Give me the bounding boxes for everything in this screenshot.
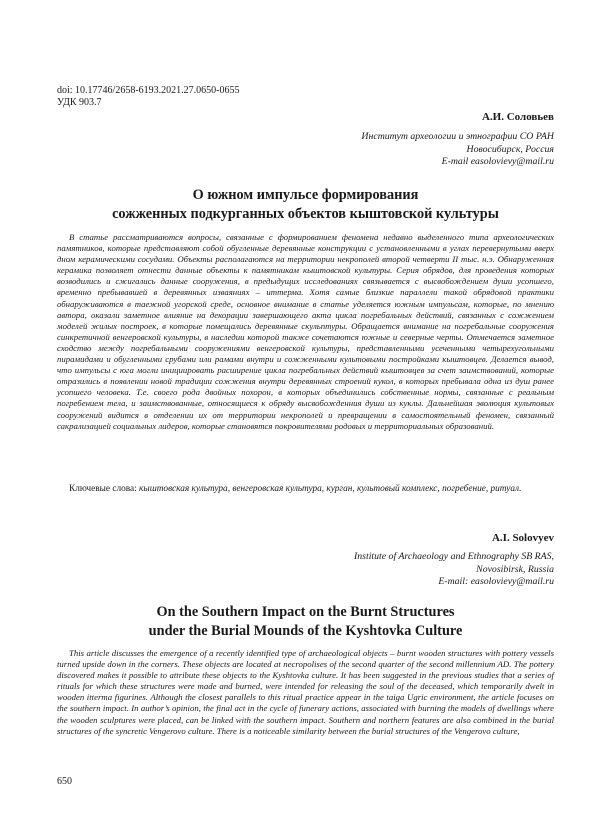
affiliation-ru-email: E-mail easolovievy@mail.ru <box>441 156 554 168</box>
title-ru-line1: О южном импульсе формирования <box>192 187 419 203</box>
doi: doi: 10.17746/2658-6193.2021.27.0650-0655 <box>57 85 240 96</box>
keywords-value: кыштовская культура, венгеровская культура, курган, культовый комплекс, погребение, ритуал. <box>139 484 522 494</box>
affiliation-ru-institute: Институт археологии и этнографии СО РАН <box>361 131 554 142</box>
affiliation-en-email: E-mail: easolovievy@mail.ru <box>438 576 554 588</box>
title-en-line2: under the Burial Mounds of the Kyshtovka Culture <box>148 623 463 639</box>
page-number: 650 <box>57 776 72 787</box>
affiliation-en-institute: Institute of Archaeology and Ethnography SB RAS, <box>354 551 554 562</box>
abstract-en: This article discusses the emergence of a recently identified type of archaeological objects – burnt wooden structures with pottery vessels turned upside down in the corners. These objects are located at necropolises of the second quarter of the second millennium AD. The pottery discovered makes it possible to attribute these objects to the Kyshtovka culture. It has been suggested in the previous studies that a series of rituals for which these structures were made and burned, were intended for releasing the soul of the deceased, which temporarily dwelt in wooden itterma figurines. Although the closest parallels to this ritual practice appear in the taiga Ugric environment, the article focuses on the southern impact. In author’s opinion, the final act in the cycle of funerary actions, associated with burning the models of dwellings where the wooden sculptures were placed, can be linked with the southern impact. Southern and northern features are also combined in the burial structures of the syncretic Vengerovo culture. There is a noticeable similarity between the burial structures of the Vengerovo culture, <box>57 648 554 736</box>
article-meta <box>57 85 240 109</box>
affiliation-en-city: Novosibirsk, Russia <box>476 563 554 575</box>
author-en: A.I. Solovyev <box>491 532 554 544</box>
affiliation-en <box>354 551 554 589</box>
abstract-ru: В статье рассматриваются вопросы, связанные с формированием феномена недавно выделенного типа археологических памятников, которые представляют собой обугленные деревянные конструкции с установленными в углах перевернутыми вверх дном керамическими сосудами. Объекты располагаются на территории некрополей второй четверти II тыс. н.э. Обнаруженная керамика позволяет отнести данные объекты к памятникам кыштовской культуры. Серия обрядов, для проведения которых возводились и сжигались данные сооружения, в предыдущих исследованиях связывается с высвобождением души усопшего, временно пребывавшей в деревянных изваяниях – иттерма. Хотя самые близкие параллели такой обрядовой практики обнаруживаются в таежной угорской среде, основное внимание в статье уделяется южным импульсам, которые, по мнению автора, оказали заметное влияние на декорации завершающего акта цикла погребальных действий, связанных с сожжением моделей жилых построек, в которые помещались деревянные скульптуры. Обращается внимание на погребальные сооружения синкретичной венгеровской культуры, в наследии которой также сочетаются южные и северные черты. Отмечается заметное сходство между погребальными сооружениями венгеровской культуры, представленными усеченными четырехугольными пирамидами и обугленными срубами или рамами внутри и сожженными культовыми постройками кыштовцев. Делается вывод, что импульсы с юга могли инициировать расширение цикла погребальных действий кыштовцев за счет заимствований, которые отразились в появлении новой традиции сожжения внутри деревянных строений кукол, в которых пребывала одна из душ ранее усопшего человека. Т.е. своего рода двойных похорон, в которых объединились собственные нормы, связанные с реальным погребением тела, и заимствованные, относящиеся к обряду высвобожденния души из куклы. Дальнейшая эволюция культовых сооружений видится в отделении их от территории некрополей и превращении в самостоятельный феномен, связанный сакрализацией социальных лидеров, которые становятся покровителями родовых и территориальных образований. <box>57 232 554 431</box>
author-ru: А.И. Соловьев <box>481 111 554 123</box>
keywords-label: Ключевые слова: <box>69 484 137 494</box>
title-ru-line2: сожженных подкурганных объектов кыштовской культуры <box>112 206 499 222</box>
title-en-line1: On the Southern Impact on the Burnt Structures <box>156 604 455 620</box>
title-en <box>40 603 571 641</box>
udk: УДК 903.7 <box>57 97 102 108</box>
affiliation-ru-city: Новосибирск, Россия <box>466 143 554 155</box>
keywords-ru <box>57 484 554 496</box>
affiliation-ru <box>361 131 554 169</box>
title-ru <box>40 186 571 224</box>
